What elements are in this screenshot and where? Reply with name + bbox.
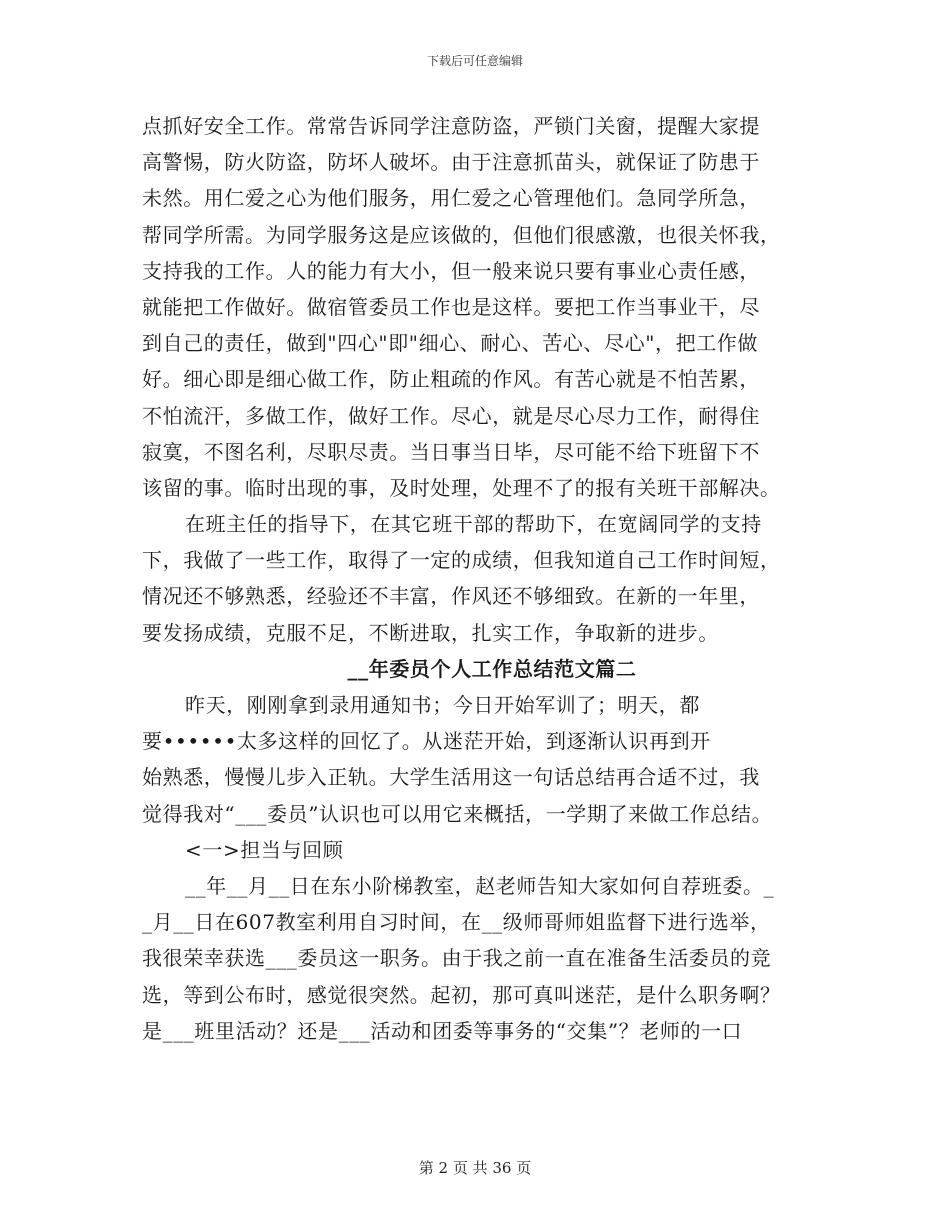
page-footer: 第 2 页 共 36 页 xyxy=(418,1159,532,1177)
text-line: 支持我的工作。人的能力有大小，但一般来说只要有事业心责任感， xyxy=(142,258,760,283)
text-line: 昨天，刚刚拿到录用通知书；今日开始军训了；明天，都 xyxy=(185,693,700,717)
text-line: 就能把工作做好。做宿管委员工作也是这样。要把工作当事业干，尽 xyxy=(142,294,760,319)
text-line: 不怕流汗，多做工作，做好工作。尽心，就是尽心尽力工作，耐得住 xyxy=(142,403,760,428)
page-header: 下载后可任意编辑 xyxy=(426,54,523,68)
text-line: 始熟悉，慢慢儿步入正轨。大学生活用这一句话总结再合适不过，我 xyxy=(142,765,760,790)
text-line: 下，我做了一些工作，取得了一定的成绩，但我知道自己工作时间短， xyxy=(142,548,781,573)
text-line: 在班主任的指导下，在其它班干部的帮助下，在宽阔同学的支持 xyxy=(185,512,762,537)
text-line: 未然。用仁爱之心为他们服务，用仁爱之心管理他们。急同学所急， xyxy=(142,186,760,211)
body-text xyxy=(142,108,812,1049)
text-line: 高警惕，防火防盗，防坏人破坏。由于注意抓苗头，就保证了防患于 xyxy=(142,150,760,175)
text-line: 寂寞，不图名利，尽职尽责。当日事当日毕，尽可能不给下班留下不 xyxy=(142,439,760,464)
text-line: 好。细心即是细心做工作，防止粗疏的作风。有苦心就是不怕苦累， xyxy=(142,367,760,392)
text-line: 该留的事。临时出现的事，及时处理，处理不了的报有关班干部解决。 xyxy=(142,475,781,500)
text-line: 觉得我对“___委员”认识也可以用它来概括，一学期了来做工作总结。 xyxy=(142,801,773,826)
text-line: 情况还不够熟悉，经验还不丰富，作风还不够细致。在新的一年里， xyxy=(142,584,760,609)
text-line: __年__月__日在东小阶梯教室，赵老师告知大家如何自荐班委。_ xyxy=(185,873,775,898)
text-line: 点抓好安全工作。常常告诉同学注意防盗，严锁门关窗，提醒大家提 xyxy=(142,114,760,138)
text-line: 是___班里活动？还是___活动和团委等事务的“交集”？老师的一口 xyxy=(142,1018,743,1043)
text-line: 要••••••太多这样的回忆了。从迷茫开始，到逐渐认识再到开 xyxy=(142,729,711,754)
text-line: 我很荣幸获选___委员这一职务。由于我之前一直在准备生活委员的竞 xyxy=(142,946,772,971)
text-line: 帮同学所需。为同学服务这是应该做的，但他们很感激，也很关怀我， xyxy=(142,222,781,247)
text-line: <一>担当与回顾 xyxy=(185,837,344,862)
text-line: _月__日在607教室利用自习时间，在__级师哥师姐监督下进行选举， xyxy=(142,910,771,935)
text-line: 选，等到公布时，感觉很突然。起初，那可真叫迷茫，是什么职务啊？ xyxy=(142,982,781,1007)
text-line: 到自己的责任，做到"四心"即"细心、耐心、苦心、尽心"，把工作做 xyxy=(142,331,758,356)
section-heading: __年委员个人工作总结范文篇二 xyxy=(347,656,637,681)
text-line: 要发扬成绩，克服不足，不断进取，扎实工作，争取新的进步。 xyxy=(142,620,719,645)
